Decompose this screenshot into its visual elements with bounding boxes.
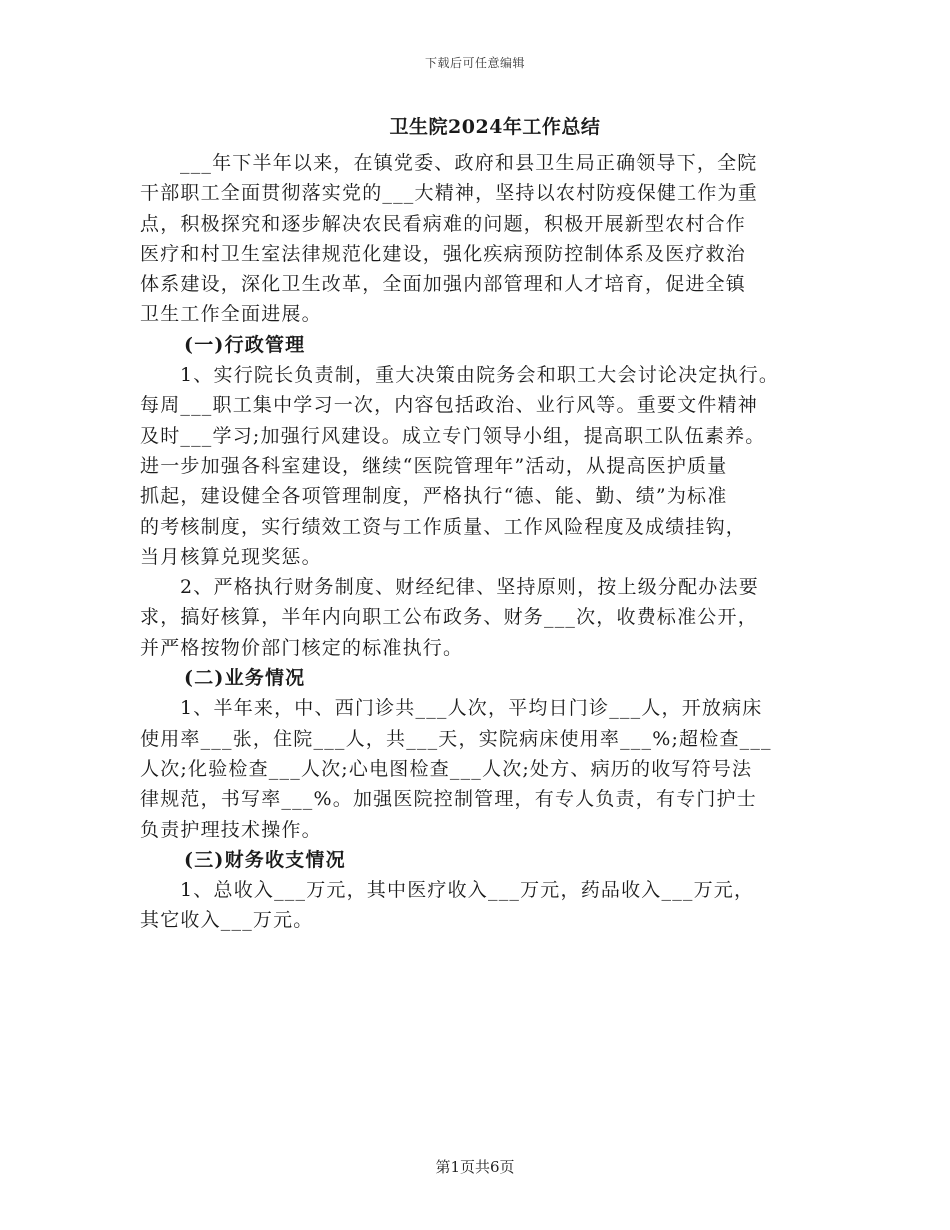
body-line: 当月核算兑现奖惩。 [140,545,322,568]
body-line: 1、半年来，中、西门诊共___人次，平均日门诊___人，开放病床 [180,697,763,720]
body-line: 人次;化验检查___人次;心电图检查___人次;处方、病历的收写符号法 [140,757,753,780]
body-line: 每周___职工集中学习一次，内容包括政治、业行风等。重要文件精神 [140,394,758,417]
body-line: 负责护理技术操作。 [140,818,322,841]
body-line: ___年下半年以来，在镇党委、政府和县卫生局正确领导下，全院 [180,152,758,174]
body-line: 1、总收入___万元，其中医疗收入___万元，药品收入___万元， [180,879,755,902]
body-line: 干部职工全面贯彻落实党的___大精神，坚持以农村防疫保健工作为重 [140,182,758,205]
body-line: 使用率___张，住院___人，共___天，实院病床使用率___%;超检查___ [140,727,772,750]
page-footer: 第1页共6页 [435,1158,515,1176]
body-line: 2、严格执行财务制度、财经纪律、坚持原则，按上级分配办法要 [180,576,759,599]
section-heading: (一)行政管理 [184,333,306,356]
section-heading: (三)财务收支情况 [184,848,346,871]
body-line: 点，积极探究和逐步解决农民看病难的问题，积极开展新型农村合作 [140,212,747,235]
body-line: 1、实行院长负责制，重大决策由院务会和职工大会讨论决定执行。 [180,364,780,387]
body-line: 其它收入___万元。 [140,909,314,932]
body-line: 医疗和村卫生室法律规范化建设，强化疾病预防控制体系及医疗救治 [140,242,747,265]
document-title: 卫生院2024年工作总结 [389,116,601,138]
document-body [140,148,830,936]
body-line: 卫生工作全面进展。 [140,303,322,326]
body-line: 并严格按物价部门核定的标准执行。 [140,636,464,659]
body-line: 求，搞好核算，半年内向职工公布政务、财务___次，收费标准公开， [140,606,758,629]
body-line: 抓起，建设健全各项管理制度，严格执行“德、能、勤、绩”为标准 [140,485,728,508]
body-line: 律规范，书写率___%。加强医院控制管理，有专人负责，有专门护士 [140,788,757,811]
body-line: 的考核制度，实行绩效工资与工作质量、工作风险程度及成绩挂钩， [140,515,747,538]
section-heading: (二)业务情况 [184,667,306,690]
body-line: 进一步加强各科室建设，继续“医院管理年”活动，从提高医护质量 [140,454,728,477]
body-line: 及时___学习;加强行风建设。成立专门领导小组，提高职工队伍素养。 [140,424,766,447]
header-note: 下载后可任意编辑 [424,56,525,70]
body-line: 体系建设，深化卫生改革，全面加强内部管理和人才培育，促进全镇 [140,273,747,296]
